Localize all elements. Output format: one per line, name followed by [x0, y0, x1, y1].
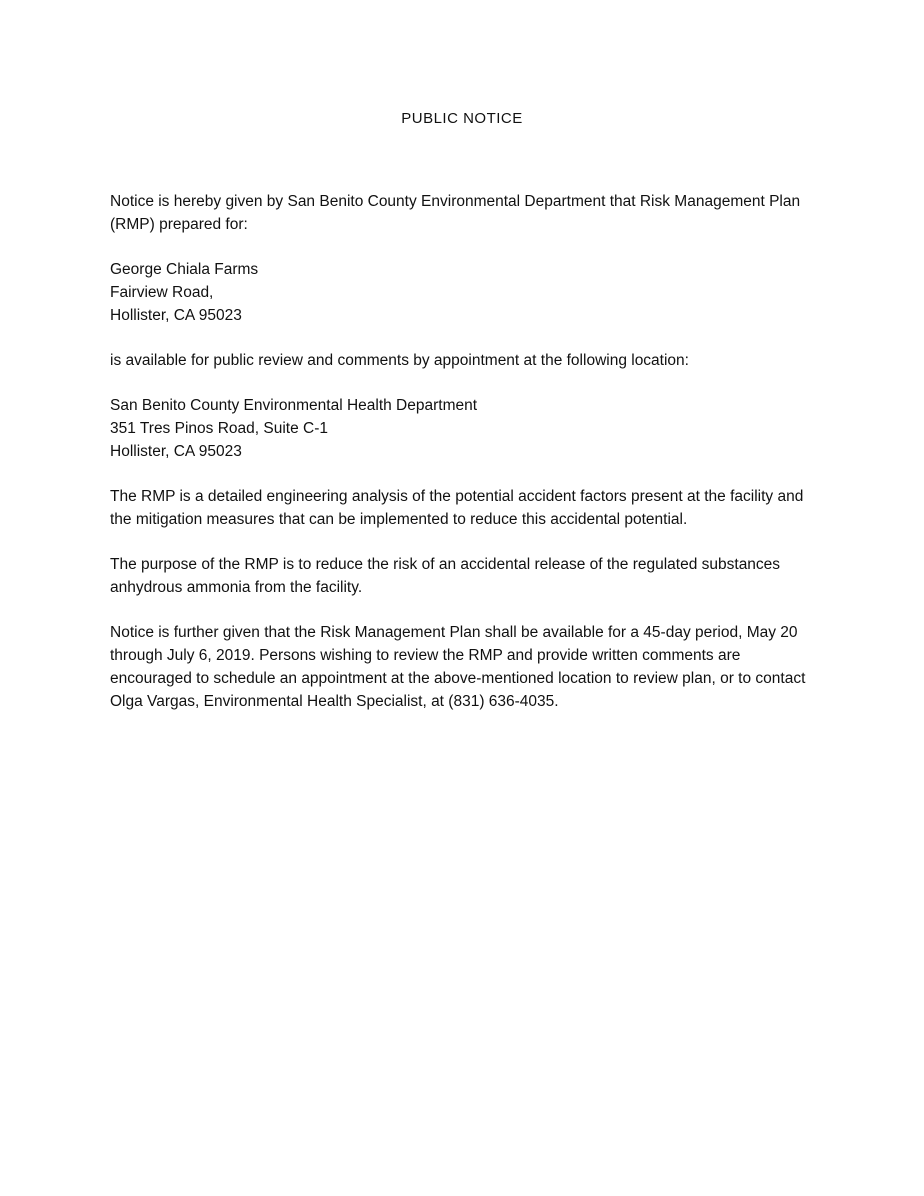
facility-address [110, 258, 820, 327]
availability-paragraph: is available for public review and comments by appointment at the following location: [110, 352, 689, 369]
facility-city: Hollister, CA 95023 [110, 307, 242, 324]
location-address [110, 394, 820, 463]
facility-name: George Chiala Farms [110, 261, 259, 278]
description-paragraph: The RMP is a detailed engineering analysis of the potential accident factors present at the facility and the mitigation measures that can be implemented to reduce this accidental potential. [110, 488, 804, 528]
purpose-paragraph: The purpose of the RMP is to reduce the risk of an accidental release of the regulated substances anhydrous ammonia from the facility. [110, 556, 781, 596]
location-street: 351 Tres Pinos Road, Suite C-1 [110, 420, 328, 437]
location-name: San Benito County Environmental Health Department [110, 397, 478, 414]
further-notice-paragraph: Notice is further given that the Risk Management Plan shall be available for a 45-day period, May 20 through July 6, 2019. Persons wishing to review the RMP and provide written comments are encouraged to schedule an appointment at the above-mentioned location to review plan, or to contact Olga Vargas, Environmental Health Specialist, at (831) 636-4035. [110, 624, 806, 710]
location-city: Hollister, CA 95023 [110, 443, 242, 460]
intro-paragraph: Notice is hereby given by San Benito County Environmental Department that Risk Management Plan (RMP) prepared for: [110, 193, 801, 233]
page-title: PUBLIC NOTICE [401, 110, 523, 127]
facility-street: Fairview Road, [110, 284, 214, 301]
notice-body [110, 190, 820, 735]
